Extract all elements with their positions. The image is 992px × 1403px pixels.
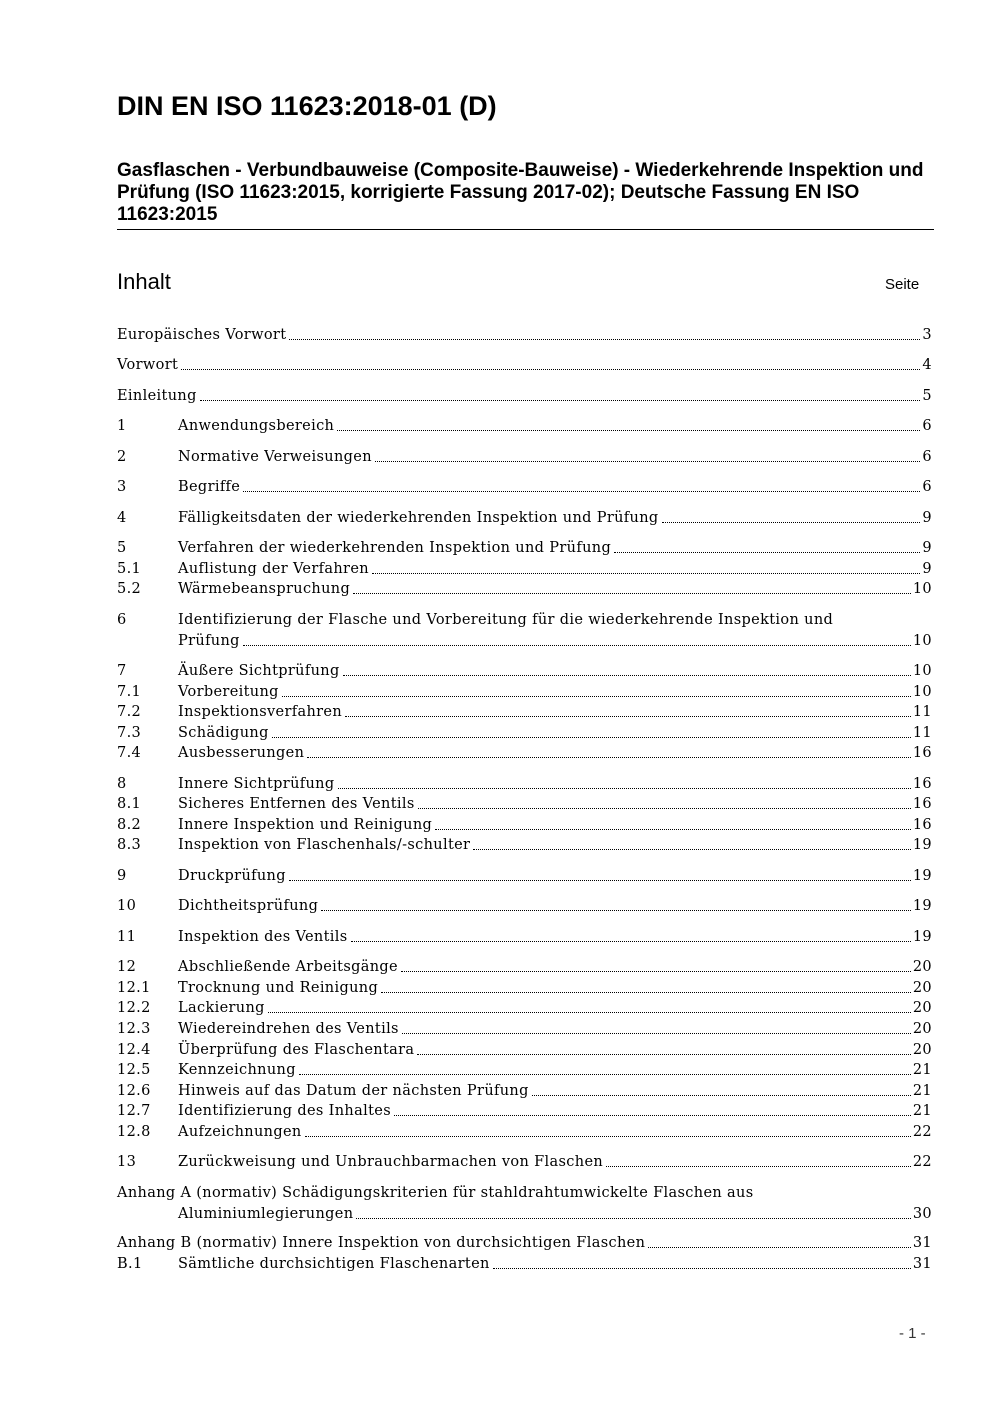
toc-entry-page: 6 [922, 418, 932, 434]
toc-entry-page: 5 [922, 388, 932, 404]
toc-leader-dots [351, 941, 911, 942]
toc-entry[interactable] [117, 682, 932, 703]
toc-entry-page: 9 [922, 510, 932, 526]
toc-entry-number: 11 [117, 929, 137, 945]
toc-entry-page: 21 [912, 1062, 932, 1078]
toc-entry-label: Sicheres Entfernen des Ventils [178, 796, 415, 812]
toc-entry-label: Innere Sichtprüfung [178, 776, 335, 792]
toc-entry-page: 20 [912, 1042, 932, 1058]
toc-entry-number: 8.2 [117, 817, 142, 833]
toc-entry-number: 7.2 [117, 704, 142, 720]
toc-entry-page: 31 [912, 1235, 932, 1251]
toc-entry[interactable] [117, 815, 932, 836]
toc-entry-page: 20 [912, 1000, 932, 1016]
toc-entry-label: Auflistung der Verfahren [178, 561, 369, 577]
toc-entry-label-continued: Aluminiumlegierungen [178, 1206, 354, 1222]
toc-entry-page: 3 [922, 327, 932, 343]
toc-entry[interactable] [117, 927, 932, 948]
toc-entry-number: 7.3 [117, 725, 142, 741]
toc-entry-label: Aufzeichnungen [178, 1124, 302, 1140]
toc-entry-label: Fälligkeitsdaten der wiederkehrenden Inspektion und Prüfung [178, 510, 659, 526]
toc-entry-page: 16 [912, 745, 932, 761]
toc-leader-dots [435, 829, 911, 830]
toc-entry-number: 1 [117, 418, 127, 434]
toc-entry[interactable] [117, 1040, 932, 1061]
toc-leader-dots [473, 849, 911, 850]
toc-leader-dots [345, 716, 911, 717]
toc-entry-page: 16 [912, 776, 932, 792]
toc-entry-page: 10 [912, 581, 932, 597]
toc-entry-page: 20 [912, 959, 932, 975]
toc-entry-page: 9 [922, 561, 932, 577]
toc-entry-page: 22 [912, 1154, 932, 1170]
toc-entry[interactable] [117, 1152, 932, 1173]
toc-entry[interactable] [117, 538, 932, 559]
toc-entry-label: Lackierung [178, 1000, 265, 1016]
toc-leader-dots [402, 1033, 911, 1034]
toc-leader-dots [268, 1012, 911, 1013]
toc-leader-dots [343, 675, 911, 676]
page-column-label: Seite [885, 276, 920, 293]
toc-entry[interactable] [117, 355, 932, 376]
toc-entry[interactable] [117, 1183, 932, 1225]
toc-entry[interactable] [117, 1254, 932, 1275]
toc-leader-dots [353, 593, 911, 594]
toc-entry[interactable] [117, 1081, 932, 1102]
toc-entry-number: 7.4 [117, 745, 142, 761]
toc-entry-label: Normative Verweisungen [178, 449, 372, 465]
toc-leader-dots [200, 400, 921, 401]
toc-leader-dots [493, 1268, 911, 1269]
toc-entry-number: 12.4 [117, 1042, 151, 1058]
toc-leader-dots [338, 788, 911, 789]
toc-leader-dots [418, 808, 911, 809]
toc-entry[interactable] [117, 447, 932, 468]
toc-entry-page: 16 [912, 817, 932, 833]
toc-entry-page: 19 [912, 898, 932, 914]
toc-entry[interactable] [117, 794, 932, 815]
toc-entry-page: 22 [912, 1124, 932, 1140]
toc-entry-page: 10 [912, 684, 932, 700]
toc-entry-label: Trocknung und Reinigung [178, 980, 379, 996]
document-subtitle: Gasflaschen - Verbundbauweise (Composite-Bauweise) - Wiederkehrende Inspektion und Prüfung (ISO 11623:2015, korrigierte Fassung 2017-02); Deutsche Fassung EN ISO 11623:2015 [117, 160, 924, 225]
toc-entry-page: 10 [912, 663, 932, 679]
toc-entry-number: 8.1 [117, 796, 142, 812]
toc-leader-dots [282, 696, 911, 697]
document-title: DIN EN ISO 11623:2018-01 (D) [117, 91, 497, 121]
toc-entry-label: Inspektion des Ventils [178, 929, 348, 945]
toc-entry-label: Verfahren der wiederkehrenden Inspektion und Prüfung [178, 540, 612, 556]
toc-entry-page: 6 [922, 479, 932, 495]
toc-entry-page: 21 [912, 1103, 932, 1119]
toc-entry-label: Abschließende Arbeitsgänge [178, 959, 398, 975]
toc-entry[interactable] [117, 1019, 932, 1040]
toc-leader-dots [289, 339, 920, 340]
toc-entry[interactable] [117, 386, 932, 407]
toc-leader-dots [307, 757, 911, 758]
toc-entry-number: 5 [117, 540, 127, 556]
toc-entry[interactable] [117, 978, 932, 999]
toc-entry-label: Kennzeichnung [178, 1062, 296, 1078]
toc-entry-label: Inspektion von Flaschenhals/-schulter [178, 837, 471, 853]
toc-entry-number: 4 [117, 510, 127, 526]
toc-entry[interactable] [117, 1060, 932, 1081]
toc-entry-page: 30 [912, 1206, 932, 1222]
toc-entry-label: Wiedereindrehen des Ventils [178, 1021, 399, 1037]
toc-entry-label: Europäisches Vorwort [117, 327, 287, 343]
toc-entry-label: Sämtliche durchsichtigen Flaschenarten [178, 1256, 490, 1272]
toc-entry-page: 19 [912, 868, 932, 884]
toc-leader-dots [532, 1095, 911, 1096]
toc-leader-dots [417, 1054, 910, 1055]
toc-entry[interactable] [117, 559, 932, 580]
toc-entry-page: 4 [922, 357, 932, 373]
toc-entry[interactable] [117, 896, 932, 917]
toc-entry-page: 16 [912, 796, 932, 812]
toc-leader-dots [305, 1136, 911, 1137]
toc-leader-dots [662, 522, 921, 523]
toc-entry-number: 12.2 [117, 1000, 151, 1016]
toc-entry-label: Anwendungsbereich [178, 418, 335, 434]
toc-leader-dots [243, 645, 911, 646]
toc-entry-number: 8 [117, 776, 127, 792]
toc-entry[interactable] [117, 477, 932, 498]
toc-entry-page: 10 [912, 633, 932, 649]
toc-entry-page: 31 [912, 1256, 932, 1272]
toc-entry-number: 9 [117, 868, 127, 884]
toc-leader-dots [181, 369, 920, 370]
toc-entry-label: Anhang A (normativ) Schädigungskriterien für stahldrahtumwickelte Flaschen aus [117, 1185, 754, 1201]
toc-leader-dots [606, 1166, 911, 1167]
toc-entry-label: Schädigung [178, 725, 269, 741]
toc-entry-number: 12.6 [117, 1083, 151, 1099]
page-number: - 1 - [899, 1325, 926, 1342]
toc-entry[interactable] [117, 723, 932, 744]
toc-entry-page: 6 [922, 449, 932, 465]
toc-entry[interactable] [117, 743, 932, 764]
toc-entry-label: Dichtheitsprüfung [178, 898, 319, 914]
toc-entry[interactable] [117, 508, 932, 529]
toc-entry-label-continued: Prüfung [178, 633, 240, 649]
toc-entry[interactable] [117, 1122, 932, 1143]
toc-leader-dots [356, 1218, 910, 1219]
toc-leader-dots [289, 880, 911, 881]
toc-entry[interactable] [117, 957, 932, 978]
toc-entry-number: 6 [117, 612, 127, 628]
toc-entry-number: 12.7 [117, 1103, 151, 1119]
toc-entry-number: 7.1 [117, 684, 142, 700]
toc-entry-number: 12.5 [117, 1062, 151, 1078]
toc-entry[interactable] [117, 661, 932, 682]
toc-entry-number: 5.1 [117, 561, 142, 577]
toc-leader-dots [375, 461, 921, 462]
toc-entry-label: Ausbesserungen [178, 745, 305, 761]
toc-entry-label: Identifizierung des Inhaltes [178, 1103, 392, 1119]
toc-leader-dots [321, 910, 911, 911]
toc-entry-page: 21 [912, 1083, 932, 1099]
toc-entry-label: Einleitung [117, 388, 197, 404]
toc-leader-dots [381, 992, 911, 993]
toc-entry[interactable] [117, 998, 932, 1019]
toc-leader-dots [243, 491, 920, 492]
toc-entry-number: 5.2 [117, 581, 142, 597]
toc-entry[interactable] [117, 1101, 932, 1122]
toc-entry-number: 2 [117, 449, 127, 465]
toc-heading: Inhalt [117, 269, 171, 294]
toc-entry-number: B.1 [117, 1256, 143, 1272]
toc-entry-label: Inspektionsverfahren [178, 704, 343, 720]
toc-entry-page: 9 [922, 540, 932, 556]
toc-entry-page: 19 [912, 837, 932, 853]
toc-entry-number: 3 [117, 479, 127, 495]
toc-entry[interactable] [117, 702, 932, 723]
toc-entry-number: 12.8 [117, 1124, 151, 1140]
toc-entry-label: Begriffe [178, 479, 241, 495]
toc-leader-dots [401, 971, 911, 972]
toc-entry[interactable] [117, 610, 932, 652]
toc-leader-dots [272, 737, 911, 738]
toc-entry[interactable] [117, 835, 932, 856]
toc-leader-dots [299, 1074, 911, 1075]
toc-entry-number: 12 [117, 959, 137, 975]
toc-entry-label: Vorbereitung [178, 684, 279, 700]
toc-entry[interactable] [117, 579, 932, 600]
toc-entry-label: Überprüfung des Flaschentara [178, 1042, 415, 1058]
toc-entry-label: Innere Inspektion und Reinigung [178, 817, 433, 833]
toc-entry-number: 12.1 [117, 980, 151, 996]
toc-leader-dots [337, 430, 920, 431]
toc-entry-label: Druckprüfung [178, 868, 286, 884]
toc-entry-number: 7 [117, 663, 127, 679]
toc-entry-page: 20 [912, 980, 932, 996]
toc-entry-label: Zurückweisung und Unbrauchbarmachen von Flaschen [178, 1154, 604, 1170]
toc-entry-page: 20 [912, 1021, 932, 1037]
toc-leader-dots [614, 552, 920, 553]
title-divider [117, 229, 934, 230]
toc-leader-dots [372, 573, 920, 574]
toc-entry-label: Anhang B (normativ) Innere Inspektion von durchsichtigen Flaschen [117, 1235, 646, 1251]
toc-leader-dots [394, 1115, 911, 1116]
toc-entry-page: 19 [912, 929, 932, 945]
toc-entry-number: 10 [117, 898, 137, 914]
toc-entry[interactable] [117, 1233, 932, 1254]
toc-entry[interactable] [117, 774, 932, 795]
toc-entry-page: 11 [912, 725, 932, 741]
toc-entry-number: 12.3 [117, 1021, 151, 1037]
toc-entry-label: Wärmebeanspruchung [178, 581, 351, 597]
toc-entry-label: Hinweis auf das Datum der nächsten Prüfung [178, 1083, 529, 1099]
toc-entry-number: 13 [117, 1154, 137, 1170]
toc-entry-page: 11 [912, 704, 932, 720]
toc-entry[interactable] [117, 416, 932, 437]
toc-entry[interactable] [117, 325, 932, 346]
toc-entry-label: Identifizierung der Flasche und Vorbereitung für die wiederkehrende Inspektion und [178, 612, 834, 628]
toc-entry[interactable] [117, 866, 932, 887]
toc-leader-dots [648, 1247, 911, 1248]
toc-entry-label: Vorwort [117, 357, 179, 373]
toc-entry-number: 8.3 [117, 837, 142, 853]
toc-entry-label: Äußere Sichtprüfung [178, 663, 340, 679]
